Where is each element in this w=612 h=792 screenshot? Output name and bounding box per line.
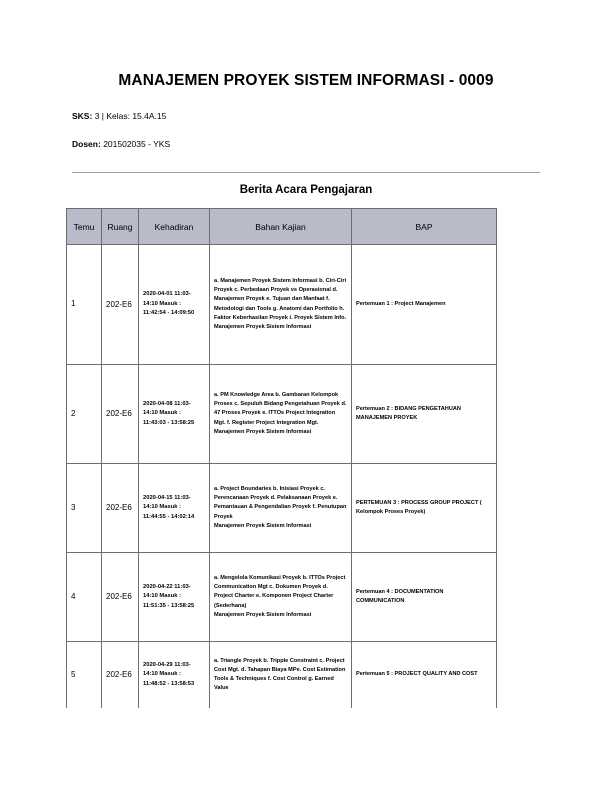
- table-row: [67, 365, 497, 464]
- cell-bap: Pertemuan 1 : Project Manajemen: [352, 245, 497, 365]
- dosen-label: Dosen:: [72, 139, 101, 149]
- table-row: [67, 464, 497, 553]
- cell-temu: 4: [67, 553, 102, 642]
- cell-temu: 5: [67, 642, 102, 709]
- cell-bahan-kajian: [210, 245, 352, 365]
- cell-kehadiran: 2020-04-15 11:03-14:10 Masuk : 11:44:55 - 14:02:14: [139, 464, 210, 553]
- cell-ruang: 202-E6: [102, 642, 139, 709]
- cell-ruang: 202-E6: [102, 365, 139, 464]
- table-row: [67, 642, 497, 709]
- cell-temu: 1: [67, 245, 102, 365]
- bahan-kajian-text: a. Mengelola Komunikasi Proyek b. ITTOs Project Communication Mgt c. Dokumen Proyek d. Project Charter e. Komponen Project Charter (Sederhana): [214, 575, 346, 609]
- sks-label: SKS:: [72, 111, 93, 121]
- cell-ruang: 202-E6: [102, 553, 139, 642]
- sks-line: [72, 111, 166, 121]
- cell-bap: Pertemuan 2 : BIDANG PENGETAHUAN MANAJEMEN PROYEK: [352, 365, 497, 464]
- column-header-bap: BAP: [352, 209, 497, 245]
- cell-bahan-kajian: [210, 365, 352, 464]
- bahan-kajian-text: a. Triangle Proyek b. Tripple Constraint c. Project Cost Mgt. d. Tahapan Biaya MPe. Cost Estimation Tools & Techniques f. Cost Control g. Earned Value: [214, 657, 346, 692]
- cell-bap: PERTEMUAN 3 : PROCESS GROUP PROJECT ( Kelompok Proses Proyek): [352, 464, 497, 553]
- cell-ruang: 202-E6: [102, 464, 139, 553]
- cell-kehadiran: 2020-04-22 11:03-14:10 Masuk : 11:51:35 - 13:58:25: [139, 553, 210, 642]
- bahan-kajian-course: Manajemen Proyek Sistem Informasi: [214, 611, 312, 618]
- cell-bahan-kajian: [210, 464, 352, 553]
- column-header-temu: Temu: [67, 209, 102, 245]
- column-header-bahan-kajian: Bahan Kajian: [210, 209, 352, 245]
- cell-temu: 2: [67, 365, 102, 464]
- bahan-kajian-text: a. Project Boundaries b. Inisiasi Proyek c. Perencanaan Proyek d. Pelaksanaan Proyek e. Pemantauan & Pengendalian Proyek f. Penutupan Proyek: [214, 486, 347, 520]
- dosen-line: [72, 139, 170, 149]
- cell-kehadiran: 2020-04-29 11:03-14:10 Masuk : 11:48:52 - 13:58:53: [139, 642, 210, 709]
- cell-kehadiran: 2020-04-08 11:03-14:10 Masuk : 11:43:03 - 13:58:25: [139, 365, 210, 464]
- bahan-kajian-course: Manajemen Proyek Sistem Informasi: [214, 428, 312, 435]
- bap-table: [66, 208, 497, 708]
- table-row: [67, 245, 497, 365]
- bahan-kajian-course: Manajemen Proyek Sistem Informasi: [214, 323, 312, 330]
- page-title: MANAJEMEN PROYEK SISTEM INFORMASI - 0009: [118, 72, 494, 89]
- table-header-row: [67, 209, 497, 245]
- column-header-kehadiran: Kehadiran: [139, 209, 210, 245]
- dosen-value: 201502035 - YKS: [103, 139, 171, 149]
- cell-ruang: 202-E6: [102, 245, 139, 365]
- bahan-kajian-text: a. Manajemen Proyek Sistem Informasi b. Ciri-Ciri Proyek c. Perbedaan Proyek vs Operasional d. Manajemen Proyek e. Tujuan dan Manfaat f. Metodologi dan Tools g. Anatomi dan Portfolio h. Faktor Keberhasilan Proyek i. Proyek Sistem Info.: [214, 278, 347, 321]
- cell-bahan-kajian: [210, 553, 352, 642]
- cell-bap: Pertemuan 4 : DOCUMENTATION COMMUNICATION: [352, 553, 497, 642]
- cell-kehadiran: 2020-04-01 11:03-14:10 Masuk : 11:42:54 - 14:09:50: [139, 245, 210, 365]
- cell-bap: Pertemuan 5 : PROJECT QUALITY AND COST: [352, 642, 497, 709]
- sks-value: 3 | Kelas: 15.4A.15: [94, 111, 167, 121]
- table-row: [67, 553, 497, 642]
- section-title: Berita Acara Pengajaran: [239, 184, 373, 196]
- column-header-ruang: Ruang: [102, 209, 139, 245]
- cell-bahan-kajian: [210, 642, 352, 709]
- bahan-kajian-text: a. PM Knowledge Area b. Gambaran Kelompok Proses c. Sepuluh Bidang Pengetahuan Proyek d. 47 Proses Proyek e. ITTOs Project Integration Mgt. f. Register Project Integration Mgt.: [214, 392, 347, 426]
- cell-temu: 3: [67, 464, 102, 553]
- bahan-kajian-course: Manajemen Proyek Sistem Informasi: [214, 522, 312, 529]
- divider: [72, 172, 540, 173]
